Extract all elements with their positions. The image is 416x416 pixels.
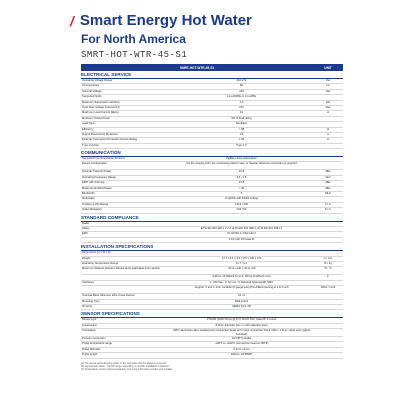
spec-label: Terminal Block Minimum Wire Cross Section (82, 294, 135, 298)
spec-value: 23 (240, 132, 243, 136)
spec-unit (313, 162, 343, 169)
spec-unit (313, 222, 343, 226)
spec-label: Output Overcurrent Protection (82, 132, 118, 136)
spec-value: 240 (239, 89, 244, 93)
spec-label: Input Over voltage protection(1) (82, 105, 120, 109)
spec-label: Efficiency (82, 127, 94, 131)
spec-value: 272 (239, 105, 244, 109)
spec-value: 100mm 1/2"BSPP (230, 353, 253, 357)
spec-value: Via the inverter LCD, the monitoring platform app, or SetApp; Ethernet connection is required (186, 162, 297, 166)
spec-row (81, 329, 343, 337)
model-number: SMRT-HOT-WTR-45-S1 (81, 50, 188, 60)
spec-unit: lb / kg (324, 261, 332, 265)
spec-label: Interfaces (82, 280, 94, 284)
spec-unit (313, 318, 343, 322)
spec-unit (313, 324, 343, 328)
spec-unit (313, 305, 343, 309)
spec-value: 10 / 6 (238, 294, 245, 298)
spec-value: 60 (240, 84, 243, 88)
spec-value: 1/2"NPT parallel (231, 337, 252, 341)
spec-label: Construction (82, 323, 98, 327)
spec-unit (313, 329, 343, 336)
spec-row (81, 353, 343, 358)
spec-value: 4.5 (239, 100, 244, 104)
spec-value: 5% of load rating (231, 116, 252, 120)
spec-label: Load Type (82, 122, 95, 126)
datasheet-page (8, 0, 404, 416)
footnote: (3) Temperature sensor ordered separately. For more information contact your installer. (81, 368, 173, 372)
section-title: INSTALLATION SPECIFICATIONS (81, 244, 343, 251)
title-row (70, 12, 252, 29)
spec-unit (313, 122, 343, 126)
spec-row (81, 286, 343, 294)
spec-value (170, 222, 313, 226)
spec-label: Maximum distance between Device and Load/Cable entry section (82, 267, 160, 271)
spec-label: EMC (82, 232, 88, 236)
spec-label: Supported Grids (82, 95, 102, 99)
spec-label: Minimum Output Power (82, 116, 111, 120)
spec-value: 19 (240, 111, 243, 115)
section-title: SENSOR SPECIFICATIONS (81, 311, 343, 318)
spec-value: 14.7 x 9.1 x 3.9 / 375 x 240 x 110 (221, 256, 262, 260)
spec-value: 0.24 in / 6mm (233, 347, 250, 351)
spec-unit (313, 157, 343, 161)
spec-label: Type of Action (82, 143, 99, 147)
spec-label (81, 286, 170, 293)
spec-value: NEMA Type 3R (232, 304, 251, 308)
table-header-model: SMRT-HOT-WTR-45-S1 (179, 65, 215, 70)
spec-value: Support ½ and ¾ inch conduits (6 gauge wire) Pre-drilled opening of 1 1/4 inch (194, 286, 289, 290)
spec-unit (313, 117, 343, 121)
spec-unit (313, 95, 343, 99)
spec-value: Resistive (236, 122, 247, 126)
spec-row (81, 208, 343, 213)
spec-value: O-QPSK with DSSS coding (225, 197, 258, 201)
spec-value: 3PK7 aluminium alloy weatherproof connection head with 4 wire connection block, M20 x 1.5mm cable entry (gland included) (173, 329, 310, 336)
spec-value: PT1000 (1000 Ohms @ 0°C) Ni DC T02, Class B, 0.4 wire (206, 318, 277, 322)
spec-label: Modulation (82, 197, 96, 201)
spec-unit (313, 197, 343, 201)
spec-row (81, 238, 343, 243)
spec-label: Supported Communication Protocol (82, 157, 125, 161)
spec-value: 6.0mm diameter stem in 316 stainless steel (215, 323, 268, 327)
spec-unit: GHz (325, 175, 331, 179)
spec-unit (313, 294, 343, 298)
spec-label: Operating Voltage Range (82, 79, 113, 82)
table-header (81, 64, 343, 71)
spec-sections (81, 72, 343, 359)
spec-unit (313, 281, 343, 285)
spec-unit (313, 251, 343, 255)
spec-value: 5 (240, 192, 243, 196)
spec-unit (313, 232, 343, 236)
spec-unit: ft / m (325, 202, 331, 206)
spec-label: Device Configuration (82, 162, 107, 166)
spec-label: Safety (82, 226, 90, 230)
spec-value: ZigBee Home Automation (226, 157, 257, 161)
spec-value: 164 / 50 (236, 208, 247, 212)
section-title: STANDARD COMPLIANCE (81, 215, 343, 222)
spec-value (170, 251, 313, 255)
spec-unit (313, 353, 343, 357)
spec-label (81, 238, 170, 242)
spec-value: > 98 (238, 127, 245, 131)
spec-unit: MHz (325, 192, 331, 196)
footnotes (81, 362, 343, 372)
spec-unit: % (326, 127, 330, 131)
spec-unit (313, 348, 343, 352)
spec-value: 27.8 (238, 181, 245, 185)
spec-label: IP rating (82, 304, 92, 308)
spec-label: Termination (82, 329, 96, 333)
spec-label: Weight (82, 256, 91, 260)
spec-value: 1. 240 Vac / 2. AC out / 3. External Antenna RP-SMA (210, 280, 273, 284)
spec-row (81, 144, 343, 149)
footnote: (2) Approximate values. The RF range depending on specific installation conditions. (81, 364, 170, 368)
spec-value: 3/16 for 10 AWG/2.5 mm2, 3/8 for 8 AWG/6 mm2 (212, 275, 271, 279)
spec-label: Maximum Load Current Rating (82, 111, 119, 115)
spec-label: External Overcurrent Protection Device Rating (82, 138, 138, 142)
section-title: COMMUNICATION (81, 150, 343, 157)
spec-label: Sensor type (82, 318, 97, 322)
spec-unit (313, 227, 343, 231)
spec-row (81, 162, 343, 170)
accent-slash-icon: / (70, 12, 74, 29)
spec-unit: Hz (326, 84, 330, 88)
spec-unit: kW (326, 100, 330, 104)
spec-unit: AWG / mm2 (320, 286, 336, 290)
spec-value: L1-L2/N/PE or L1-L2/PE (227, 95, 256, 99)
spec-unit: dBm (325, 186, 331, 190)
spec-value: Type 1.C (236, 143, 247, 147)
spec-value: ETSI EN 300 328 V 2.2.2, ETSI EN 301 489-1, ETSI EN 301 489-17 (200, 226, 283, 230)
spec-label: Nominal Transmit Power (82, 170, 112, 174)
spec-unit: A (327, 138, 329, 142)
spec-unit: dBm (325, 181, 331, 185)
spec-label: EIRP with Antenna (82, 181, 105, 185)
spec-value: 10.8 (238, 170, 245, 174)
spec-value: 1312 / 400 (235, 202, 248, 206)
spec-unit: Vac (325, 79, 331, 82)
spec-label: Outdoor (LOS) Range (82, 202, 109, 206)
spec-label: Indoor Range(2) (82, 208, 102, 212)
spec-value: -148°F to +842°F (connection head at 158°F) (214, 342, 269, 346)
spec-label: Nominal Voltage (82, 89, 102, 93)
spec-unit (313, 342, 343, 346)
spec-unit: ft / m (325, 208, 331, 212)
spec-label: Probe diameter (82, 347, 101, 351)
spec-value: FCC part 15 Class B (229, 237, 254, 241)
spec-value: < 30 (238, 186, 245, 190)
spec-label (81, 275, 170, 279)
spec-unit: °F / °C (324, 267, 332, 271)
table-header-unit: UNIT (324, 65, 332, 70)
spec-unit (313, 144, 343, 148)
spec-label: Maximum Supported Load Size (82, 100, 120, 104)
footnote: (1) The device stops diverting power to the load when this threshold is exceeded. (81, 361, 167, 365)
spec-label: Dimensions (H x W x D) (82, 251, 111, 255)
spec-value: 210-272 (236, 79, 247, 82)
spec-unit: A (327, 111, 329, 115)
page-subtitle: For North America (81, 32, 186, 46)
spec-value: Wall mount (234, 299, 249, 303)
spec-unit: Vac (325, 89, 331, 93)
spec-value: ≤ 25 (238, 138, 245, 142)
spec-unit (313, 238, 343, 242)
spec-label: Process connection (82, 337, 106, 341)
spec-label: Operating Temperature Range (82, 261, 119, 265)
spec-unit: Vac (325, 105, 331, 109)
spec-table (81, 64, 343, 371)
spec-unit: in (326, 275, 330, 279)
spec-label: Maximum Emitted Power (82, 186, 112, 190)
spec-label: Probe length (82, 353, 98, 357)
spec-label: AC Frequency (82, 84, 100, 88)
spec-unit (313, 300, 343, 304)
spec-label: Radio (82, 221, 90, 225)
spec-value: UL 60730-1, CSA C22.2 (227, 232, 256, 236)
spec-label: Probe temperature range (82, 342, 113, 346)
spec-label: Mounting Type (82, 299, 100, 303)
spec-unit (313, 337, 343, 341)
spec-value: 2.4 - 2.5 (236, 175, 247, 179)
spec-label: Operating Frequency Range (82, 175, 116, 179)
spec-row (81, 267, 343, 275)
spec-unit: in / mm (323, 256, 333, 260)
section-title: ELECTRICAL SERVICE (81, 72, 343, 79)
spec-value: -40 to +140 / -40 to +60 (227, 267, 256, 271)
spec-unit: A (327, 132, 329, 136)
page-title: Smart Energy Hot Water (79, 12, 252, 29)
spec-unit: dBm (325, 170, 331, 174)
spec-value: 11.7 / 5.3 (235, 261, 247, 265)
spec-row (81, 305, 343, 310)
spec-label: Bandwidth (82, 192, 95, 196)
